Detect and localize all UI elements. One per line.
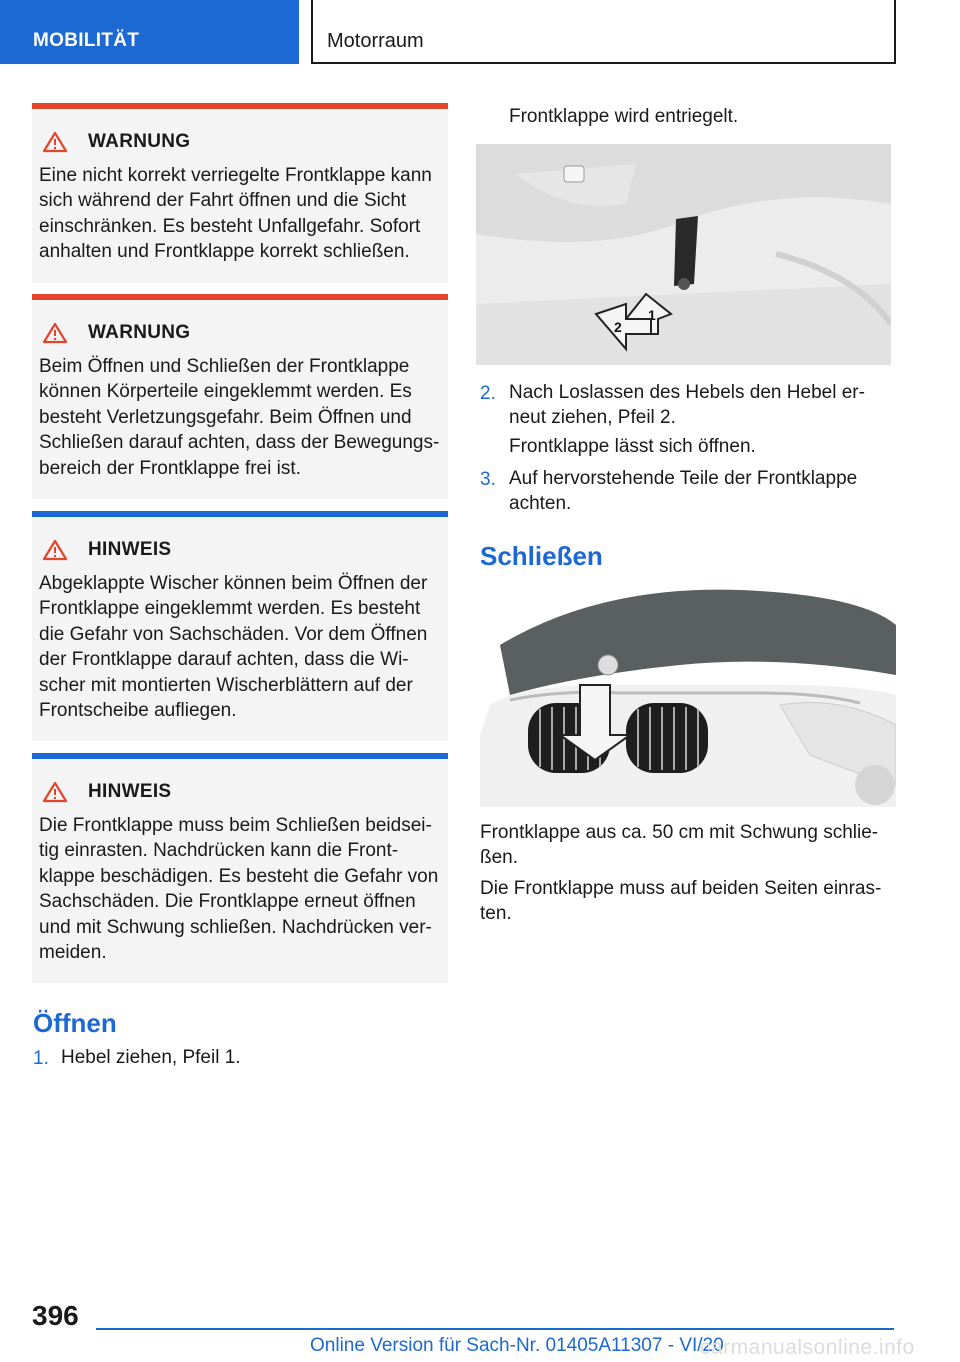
notice-text: Beim Öffnen und Schließen der Frontklappe können Körperteile eingeklemmt werden. Es besteht Verletzungsgefahr. Beim Öffnen und Schließen darauf achten, dass der Bewegungs-bereich der Frontklappe frei ist. (39, 356, 440, 479)
warning-bar (32, 103, 448, 109)
closing-text-2: Die Frontklappe muss auf beiden Seiten einras-ten. (480, 878, 882, 925)
section-title: MOBILITÄT (33, 30, 140, 51)
notice-type: WARNUNG (88, 322, 191, 343)
hint-bar (32, 511, 448, 517)
footer-divider (96, 1328, 894, 1330)
warning-bar (32, 294, 448, 300)
step-text: Hebel ziehen, Pfeil 1. (61, 1047, 241, 1068)
notice-text: Die Frontklappe muss beim Schließen beidsei-tig einrasten. Nachdrücken kann die Front-klappe beschädigen. Es besteht die Gefahr von Sachschäden. Die Frontklappe erneut öffnen und mit Schwung schließen. Nachdrücken ver-meiden. (39, 815, 439, 964)
opening-heading: Öffnen (33, 1008, 117, 1038)
notice-text: Eine nicht korrekt verriegelte Frontklappe kann sich während der Fahrt öffnen und die Sicht einschränken. Es besteht Unfallgefahr. Sofort anhalten und Frontklappe korrekt schließen. (39, 165, 432, 263)
closing-heading: Schließen (480, 541, 603, 571)
hint-bar (32, 753, 448, 759)
notice-text: Abgeklappte Wischer können beim Öffnen der Frontklappe eingeklemmt werden. Es besteht die Gefahr von Sachschäden. Vor dem Öffnen der Frontklappe darauf achten, dass die Wi-scher mit montierten Wischerblättern auf der Frontscheibe aufliegen. (39, 573, 428, 722)
step-number: 2. (480, 383, 496, 404)
warning-box-2 (32, 294, 448, 499)
warning-icon (42, 131, 68, 153)
warning-icon (42, 322, 68, 344)
hint-box-1 (32, 511, 448, 741)
chapter-box (311, 0, 896, 64)
arrow-label-2: 2 (614, 319, 622, 335)
step-text: Nach Loslassen des Hebels den Hebel er-neut ziehen, Pfeil 2. (509, 382, 865, 429)
step-text: Auf hervorstehende Teile der Frontklappe achten. (509, 468, 858, 515)
notice-type: HINWEIS (88, 539, 172, 560)
notice-type: WARNUNG (88, 131, 191, 152)
page-number: 396 (32, 1300, 79, 1331)
step-result: Frontklappe lässt sich öffnen. (509, 436, 756, 457)
notice-type: HINWEIS (88, 781, 172, 802)
step-result: Frontklappe wird entriegelt. (509, 106, 739, 127)
step-number: 3. (480, 469, 496, 490)
chapter-title: Motorraum (327, 30, 424, 52)
arrow-label-1: 1 (648, 307, 656, 323)
closing-text-1: Frontklappe aus ca. 50 cm mit Schwung schlie-ßen. (480, 822, 879, 869)
watermark: carmanualsonline.info (700, 1336, 915, 1359)
hint-icon (42, 539, 68, 561)
hint-box-2 (32, 753, 448, 983)
hood-release-lever-image (476, 144, 891, 365)
section-tab (0, 0, 299, 64)
step-number: 1. (33, 1048, 49, 1069)
warning-box-1 (32, 103, 448, 283)
footer-text: Online Version für Sach-Nr. 01405A11307 - VI/20 (310, 1335, 724, 1356)
hint-icon (42, 781, 68, 803)
closing-hood-image (480, 585, 896, 807)
